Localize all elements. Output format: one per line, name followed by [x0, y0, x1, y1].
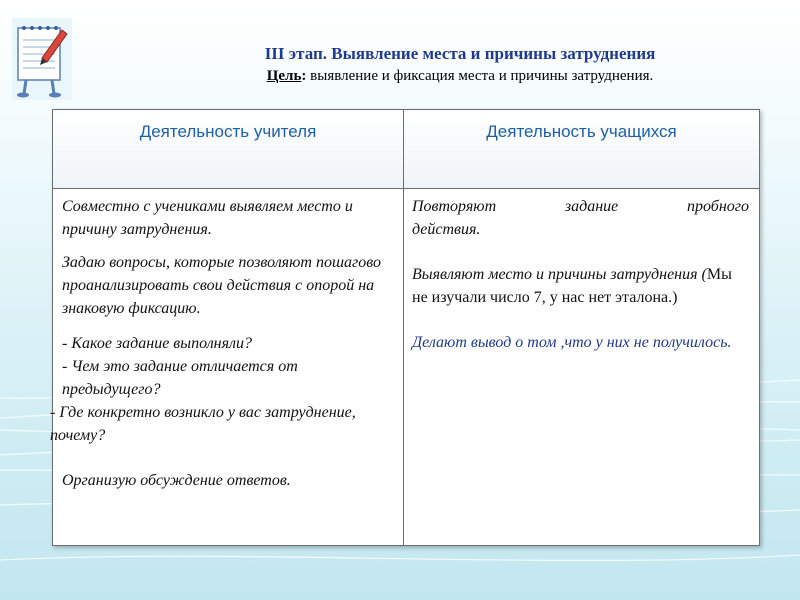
teacher-question-3: - Где конкретно возникло у вас затруднение, почему?: [50, 404, 356, 444]
slide-header: [160, 44, 760, 85]
teacher-question-1: - Какое задание выполняли?: [62, 335, 253, 352]
student-paragraph-2: [412, 263, 749, 309]
goal-colon: :: [301, 68, 307, 84]
goal-text: выявление и фиксация места и причины затруднения.: [306, 68, 654, 84]
header-student-activity: Деятельность учащихся: [404, 110, 760, 189]
teacher-paragraph-1: Совместно с учениками выявляем место и причину затруднения.: [62, 198, 353, 238]
activity-table: [52, 109, 760, 546]
header-teacher-activity: Деятельность учителя: [53, 110, 404, 189]
slide-title: III этап. Выявление места и причины затруднения: [264, 44, 656, 63]
goal-line: [160, 68, 760, 85]
student-paragraph-1-line-2: действия.: [412, 221, 481, 238]
student-paragraph-3: Делают вывод о том ,что у них не получилось.: [412, 334, 732, 351]
teacher-paragraph-4: Организую обсуждение ответов.: [62, 472, 291, 489]
notepad-with-pen-icon: [12, 18, 72, 100]
table-header-row: [53, 110, 760, 189]
teacher-activity-cell: [50, 189, 404, 546]
student-paragraph-2-italic: Выявляют место и причины затруднения (: [412, 266, 707, 283]
student-paragraph-2-normal: Мы не изучали число 7, у нас нет эталона.): [412, 266, 732, 306]
table-row: [53, 189, 760, 546]
teacher-paragraph-2: Задаю вопросы, которые позволяют пошагово проанализировать свои действия с опорой на знаковую фиксацию.: [62, 254, 382, 317]
student-paragraph-1-line-1: Повторяют задание пробного: [412, 198, 749, 215]
student-activity-cell: [404, 189, 760, 546]
teacher-question-2: - Чем это задание отличается от предыдущего?: [62, 358, 298, 398]
goal-label: Цель: [266, 68, 302, 84]
